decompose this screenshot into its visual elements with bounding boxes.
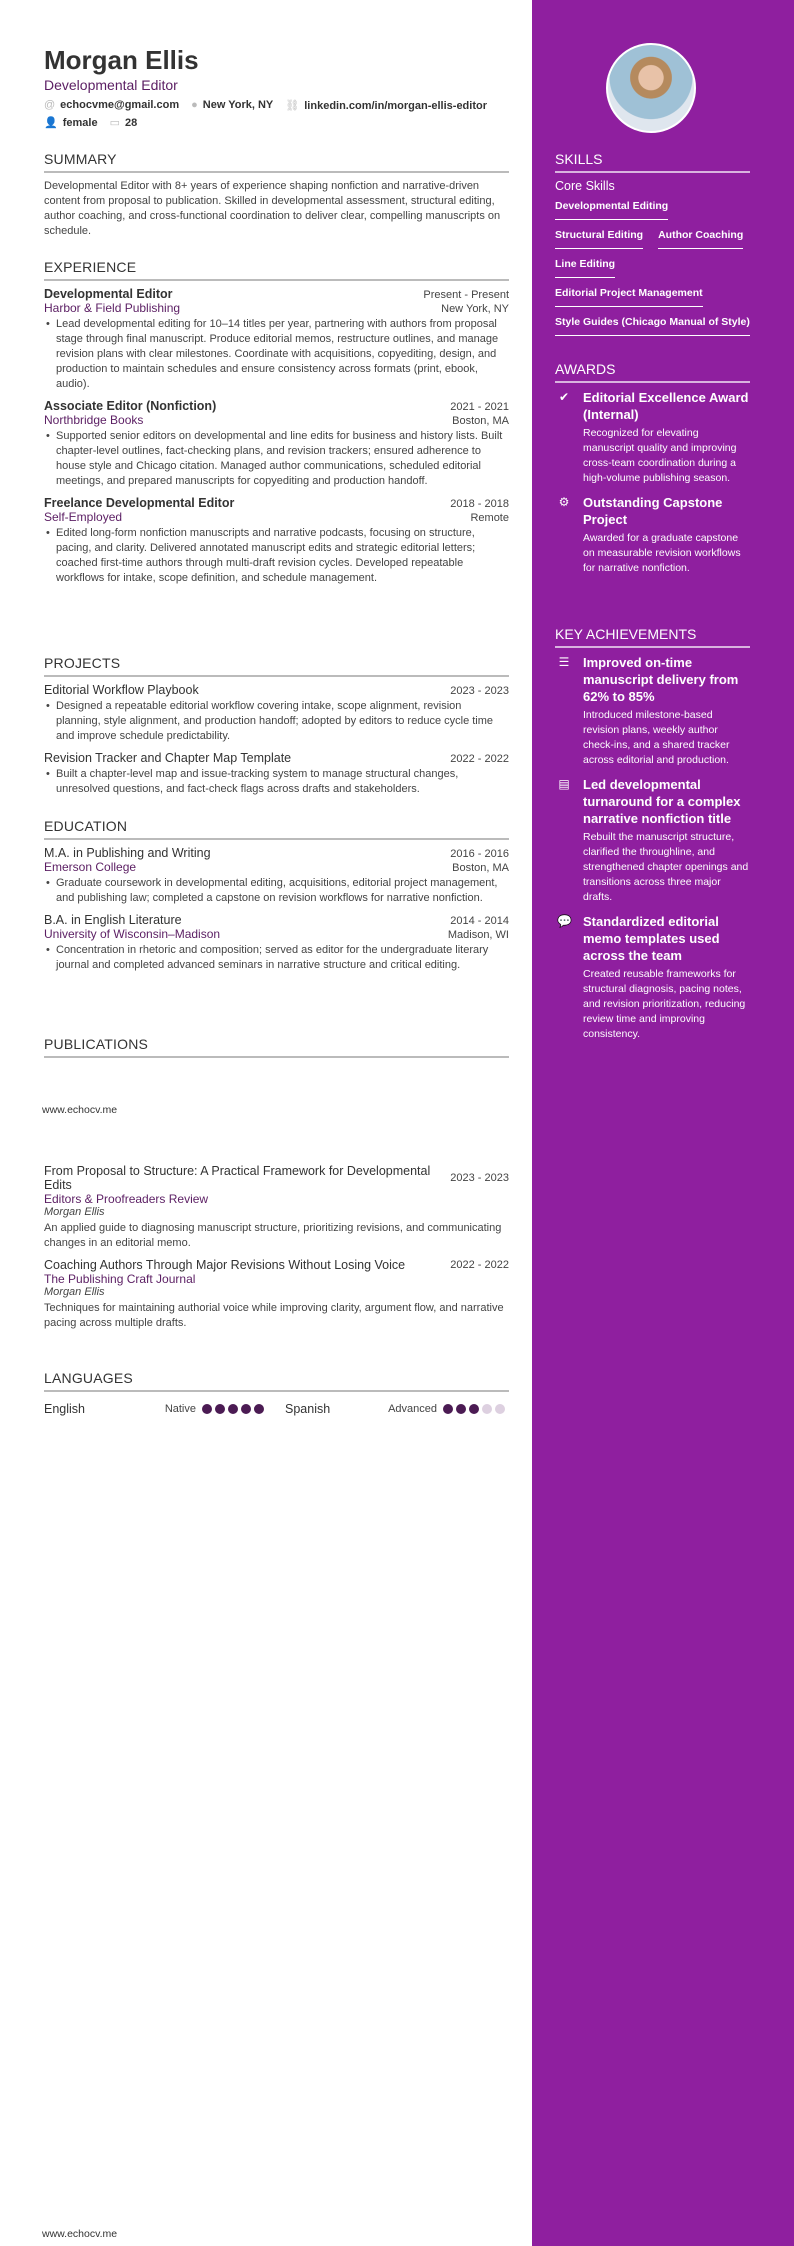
item-dates: 2022 - 2022 (450, 753, 509, 765)
item-header (44, 751, 509, 765)
education-item (44, 913, 509, 973)
item-title: Editorial Workflow Playbook (44, 683, 199, 697)
item-header (44, 1258, 509, 1272)
rating-dot (202, 1404, 212, 1414)
section-heading: SKILLS (555, 151, 750, 173)
publication-item (44, 1258, 509, 1331)
education-section (44, 818, 509, 980)
watermark: www.echocv.me (42, 1104, 118, 1116)
achievements-item (555, 654, 750, 768)
item-title: Associate Editor (Nonfiction) (44, 399, 217, 413)
email[interactable]: echocvme@gmail.com (60, 99, 180, 111)
contact-row (44, 99, 487, 112)
item-header (44, 846, 509, 860)
item-subheader (44, 927, 509, 941)
skill-group-title: Core Skills (555, 179, 615, 193)
rating-dot (215, 1404, 225, 1414)
publication-item (44, 1164, 509, 1251)
section-heading: AWARDS (555, 361, 750, 383)
publications-list (44, 1164, 509, 1338)
bullet-list (44, 876, 509, 906)
age: 28 (124, 117, 138, 129)
bullet-item: • Concentration in rhetoric and composition; served as editor for the undergraduate literary journal and completed advanced seminars in narrative structure and critical editing. (44, 943, 509, 973)
skill-tag: Developmental Editing (555, 197, 668, 220)
rating-dot (443, 1404, 453, 1414)
rating-dot (456, 1404, 466, 1414)
item-title: Developmental Editor (44, 287, 173, 301)
item-header (44, 913, 509, 927)
item-location: New York, NY (441, 303, 509, 315)
publication-dates: 2023 - 2023 (450, 1172, 509, 1184)
lines-icon: ☰ (558, 655, 570, 669)
rating-dot (482, 1404, 492, 1414)
experience-item (44, 287, 509, 392)
summary-section (44, 151, 509, 239)
item-dates: 2023 - 2023 (450, 685, 509, 697)
candidate-title: Developmental Editor (44, 77, 178, 93)
item-description: Introduced milestone-based revision plans, weekly author check-ins, and a shared tracker across editorial and production. (583, 709, 730, 766)
bullet-item: • Lead developmental editing for 10–14 titles per year, partnering with authors from proposal stage through final manuscript. Produce editorial memos, restructure outlines, and manage revision plans with clear milestones. Coordinate with acquisitions, copyediting, design, and production to maintain schedules and ensure consistency across formats (print, ebook, audio). (44, 317, 509, 392)
section-heading: EDUCATION (44, 818, 509, 840)
bullet-item: • Built a chapter-level map and issue-tracking system to manage structural changes, unresolved questions, and fact-check flags across drafts and stakeholders. (44, 767, 509, 797)
item-location: Madison, WI (447, 929, 509, 941)
publication-dates: 2022 - 2022 (450, 1259, 509, 1271)
footer-watermark: www.echocv.me (42, 2228, 118, 2240)
bullet-item: • Graduate coursework in developmental editing, acquisitions, editorial project management, and publishing law; completed a capstone on revision workflows for narrative nonfiction. (44, 876, 509, 906)
bullet-list (44, 317, 509, 392)
location-pin-icon: ● (191, 99, 198, 111)
section-heading: PUBLICATIONS (44, 1036, 509, 1058)
item-subheader (44, 510, 509, 524)
section-heading: PROJECTS (44, 655, 509, 677)
awards-item (555, 494, 750, 576)
item-description: Awarded for a graduate capstone on measurable revision workflows for narrative nonfiction. (583, 532, 741, 574)
skill-tag: Style Guides (Chicago Manual of Style) (555, 313, 750, 336)
calendar-icon: ▭ (109, 117, 120, 129)
item-location: Boston, MA (452, 862, 509, 874)
awards-section (555, 361, 750, 584)
awards-item (555, 389, 750, 486)
chat-icon: 💬 (557, 914, 572, 928)
item-title: Led developmental turnaround for a complex narrative nonfiction title (583, 777, 741, 826)
bullet-item: • Designed a repeatable editorial workflow covering intake, scope alignment, revision planning, style alignment, and production handoff; adopted by editors to reduce cycle time and improve schedule predictability. (44, 699, 509, 744)
skill-tag: Editorial Project Management (555, 284, 703, 307)
item-title: Standardized editorial memo templates used across the team (583, 914, 720, 963)
check-circle-icon: ✔ (558, 390, 570, 404)
rating-dot (254, 1404, 264, 1414)
linkedin-link[interactable]: linkedin.com/in/morgan-ellis-editor (304, 100, 487, 112)
gender: female (62, 117, 98, 129)
bullet-list (44, 767, 509, 797)
publication-author: Morgan Ellis (44, 1286, 105, 1298)
language-item (44, 1402, 267, 1416)
item-header (44, 683, 509, 697)
section-heading: KEY ACHIEVEMENTS (555, 626, 750, 648)
item-dates: 2014 - 2014 (450, 915, 509, 927)
item-header (44, 496, 509, 510)
link-icon: ⛓ (285, 100, 300, 112)
rating-dot (469, 1404, 479, 1414)
language-level: Advanced (388, 1403, 437, 1415)
language-name: English (44, 1402, 85, 1416)
item-description: Recognized for elevating manuscript quality and improving cross-team coordination during a high-volume publishing season. (583, 427, 737, 484)
item-dates: 2016 - 2016 (450, 848, 509, 860)
bullet-list (44, 943, 509, 973)
bullet-item: • Supported senior editors on developmental and line edits for business and history lists. Built chapter-level outlines, fact-checking plans, and revision trackers; ensured adherence to house style and Chicago citation. Managed author communications, scheduled editorial meetings, and prepared manuscripts for copyediting and production handoff. (44, 429, 509, 489)
item-subheader (44, 413, 509, 427)
publications-section (44, 1036, 509, 1064)
sidebar (532, 0, 794, 2246)
publication-title: From Proposal to Structure: A Practical Framework for Developmental Edits (44, 1164, 431, 1192)
projects-section (44, 655, 509, 804)
item-dates: Present - Present (423, 289, 509, 301)
skill-tag: Author Coaching (658, 226, 743, 249)
bullet-list (44, 699, 509, 744)
candidate-name: Morgan Ellis (44, 45, 199, 75)
bullet-item: • Edited long-form nonfiction manuscripts and narrative podcasts, focusing on structure, pacing, and clarity. Delivered annotated manuscript edits and strategic editorial letters; coached first-time authors through multi-draft revision cycles. Developed repeatable workflows for intake, scope definition, and schedule management. (44, 526, 509, 586)
item-header (44, 287, 509, 301)
item-dates: 2021 - 2021 (450, 401, 509, 413)
profile-photo (606, 43, 696, 133)
publication-journal: Editors & Proofreaders Review (44, 1192, 209, 1206)
at-icon: @ (44, 99, 56, 111)
language-item (285, 1402, 508, 1416)
item-location: Remote (470, 512, 509, 524)
education-item (44, 846, 509, 906)
item-title: Improved on-time manuscript delivery from 62% to 85% (583, 655, 739, 704)
item-dates: 2018 - 2018 (450, 498, 509, 510)
bullet-list (44, 526, 509, 586)
item-location: Boston, MA (452, 415, 509, 427)
gear-icon: ⚙ (558, 495, 570, 509)
item-subheader (44, 301, 509, 315)
item-header (44, 399, 509, 413)
section-heading: LANGUAGES (44, 1370, 509, 1392)
publication-description: An applied guide to diagnosing manuscript structure, prioritizing revisions, and communicating changes in an editorial memo. (44, 1222, 502, 1249)
item-organization: Harbor & Field Publishing (44, 301, 181, 315)
document-icon: ▤ (558, 777, 570, 791)
bullet-list (44, 429, 509, 489)
experience-item (44, 399, 509, 489)
item-organization: Emerson College (44, 860, 137, 874)
item-title: Freelance Developmental Editor (44, 496, 235, 510)
achievements-section (555, 626, 750, 1050)
rating-dot (495, 1404, 505, 1414)
projects-item (44, 683, 509, 744)
section-heading: SUMMARY (44, 151, 509, 173)
section-heading: EXPERIENCE (44, 259, 509, 281)
item-organization: University of Wisconsin–Madison (44, 927, 221, 941)
item-title: B.A. in English Literature (44, 913, 182, 927)
personal-row (44, 116, 137, 129)
skill-tag: Line Editing (555, 255, 615, 278)
item-subheader (44, 860, 509, 874)
language-level: Native (164, 1403, 196, 1415)
item-header (44, 1164, 509, 1192)
item-title: Outstanding Capstone Project (583, 495, 723, 527)
achievements-item (555, 776, 750, 905)
skills-section (555, 151, 750, 342)
person-icon: 👤 (44, 117, 58, 129)
item-title: Revision Tracker and Chapter Map Template (44, 751, 292, 765)
summary-text: Developmental Editor with 8+ years of experience shaping nonfiction and narrative-driven content from proposal to publication. Skilled in developmental assessment, structural editing, author coaching, and cross-functional coordination to deliver clear, compelling manuscripts on schedule. (44, 180, 501, 237)
rating-dot (228, 1404, 238, 1414)
rating-dot (241, 1404, 251, 1414)
experience-item (44, 496, 509, 586)
item-title: M.A. in Publishing and Writing (44, 846, 211, 860)
publication-journal: The Publishing Craft Journal (44, 1272, 196, 1286)
item-organization: Self-Employed (44, 510, 123, 524)
item-description: Rebuilt the manuscript structure, clarified the throughline, and strengthened chapter openings and transitions across three major drafts. (583, 831, 749, 903)
publication-description: Techniques for maintaining authorial voice while improving clarity, argument flow, and narrative pacing across multiple drafts. (44, 1302, 504, 1329)
experience-section (44, 259, 509, 593)
item-description: Created reusable frameworks for structural diagnosis, pacing notes, and revision prioritization, reducing review time and improving consistency. (583, 968, 746, 1040)
achievements-item (555, 913, 750, 1042)
language-name: Spanish (285, 1402, 331, 1416)
publication-author: Morgan Ellis (44, 1206, 105, 1218)
location: New York, NY (202, 99, 274, 111)
skill-tag: Structural Editing (555, 226, 643, 249)
item-title: Editorial Excellence Award (Internal) (583, 390, 749, 422)
languages-section (44, 1370, 509, 1416)
publication-title: Coaching Authors Through Major Revisions Without Losing Voice (44, 1258, 406, 1272)
item-organization: Northbridge Books (44, 413, 144, 427)
projects-item (44, 751, 509, 797)
